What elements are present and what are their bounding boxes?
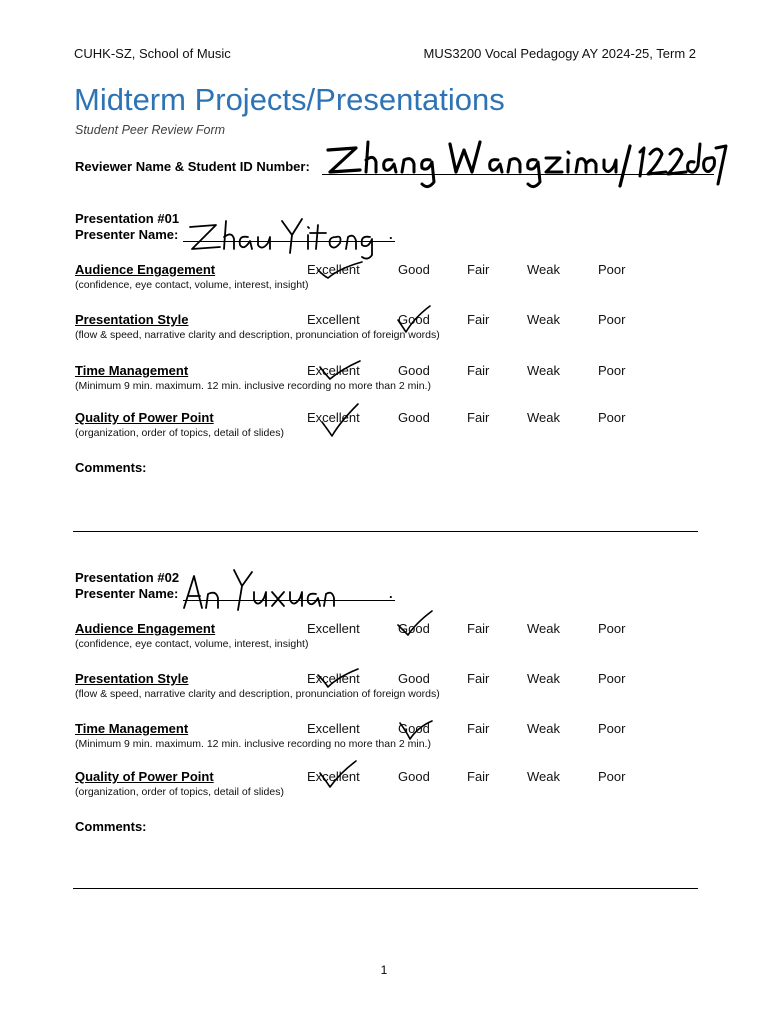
criterion-description: (confidence, eye contact, volume, interest, insight) [75,638,309,650]
criterion-title: Audience Engagement [75,621,216,636]
rating-weak[interactable]: Weak [527,410,560,425]
comments-label: Comments: [75,819,147,834]
rating-excellent[interactable]: Excellent [307,312,360,327]
presentation-number: Presentation #02 [75,570,180,585]
rating-fair[interactable]: Fair [467,262,490,277]
rating-weak[interactable]: Weak [527,363,560,378]
criterion-row [0,621,768,661]
section-separator [73,531,698,532]
rating-poor[interactable]: Poor [598,621,626,636]
presentation-section-01 [0,211,768,551]
rating-fair[interactable]: Fair [467,410,490,425]
checkmark-icon [394,304,434,338]
rating-excellent[interactable]: Excellent [307,721,360,736]
criterion-description: (organization, order of topics, detail of slides) [75,786,284,798]
rating-excellent[interactable]: Excellent [307,262,360,277]
presenter-name-label: Presenter Name: [75,586,179,601]
rating-excellent[interactable]: Excellent [307,769,360,784]
page-title: Midterm Projects/Presentations [74,82,505,117]
criterion-row [0,410,768,450]
presenter-handwriting [186,215,376,257]
criterion-title: Quality of Power Point [75,769,214,784]
rating-fair[interactable]: Fair [467,621,490,636]
rating-good[interactable]: Good [398,410,430,425]
rating-good[interactable]: Good [398,621,430,636]
presentation-section-02 [0,570,768,910]
presenter-line-dot: . [389,586,393,601]
criterion-row [0,363,768,403]
rating-fair[interactable]: Fair [467,363,490,378]
rating-fair[interactable]: Fair [467,312,490,327]
presenter-line-dot: . [389,227,393,242]
page-subtitle: Student Peer Review Form [75,123,226,137]
header-left: CUHK-SZ, School of Music [74,46,231,61]
checkmark-icon [396,717,436,745]
criterion-description: (Minimum 9 min. maximum. 12 min. inclusive recording no more than 2 min.) [75,738,431,750]
criterion-row [0,671,768,711]
criterion-row [0,721,768,761]
rating-weak[interactable]: Weak [527,312,560,327]
rating-fair[interactable]: Fair [467,769,490,784]
rating-weak[interactable]: Weak [527,721,560,736]
rating-good[interactable]: Good [398,769,430,784]
criterion-row [0,312,768,352]
criterion-title: Audience Engagement [75,262,216,277]
criterion-row [0,262,768,302]
rating-good[interactable]: Good [398,671,430,686]
rating-good[interactable]: Good [398,262,430,277]
criterion-description: (organization, order of topics, detail of slides) [75,427,284,439]
criterion-description: (flow & speed, narrative clarity and description, pronunciation of foreign words) [75,329,440,341]
rating-poor[interactable]: Poor [598,363,626,378]
comments-label: Comments: [75,460,147,475]
criterion-title: Time Management [75,363,189,378]
criterion-title: Quality of Power Point [75,410,214,425]
section-separator [73,888,698,889]
checkmark-icon [394,609,436,641]
criterion-title: Presentation Style [75,312,189,327]
criterion-row [0,769,768,809]
criterion-description: (flow & speed, narrative clarity and description, pronunciation of foreign words) [75,688,440,700]
page-number: 1 [380,963,388,977]
rating-poor[interactable]: Poor [598,769,626,784]
checkmark-icon [316,759,360,793]
rating-weak[interactable]: Weak [527,769,560,784]
rating-weak[interactable]: Weak [527,671,560,686]
rating-excellent[interactable]: Excellent [307,671,360,686]
reviewer-label: Reviewer Name & Student ID Number: [75,159,310,174]
rating-excellent[interactable]: Excellent [307,621,360,636]
rating-good[interactable]: Good [398,312,430,327]
checkmark-icon [318,402,362,440]
checkmark-icon [314,667,362,695]
rating-fair[interactable]: Fair [467,671,490,686]
rating-good[interactable]: Good [398,721,430,736]
rating-fair[interactable]: Fair [467,721,490,736]
rating-poor[interactable]: Poor [598,671,626,686]
checkmark-icon [314,258,366,284]
header-right: MUS3200 Vocal Pedagogy AY 2024-25, Term 2 [423,46,696,61]
checkmark-icon [316,357,364,385]
rating-poor[interactable]: Poor [598,410,626,425]
rating-good[interactable]: Good [398,363,430,378]
rating-weak[interactable]: Weak [527,262,560,277]
rating-excellent[interactable]: Excellent [307,410,360,425]
rating-excellent[interactable]: Excellent [307,363,360,378]
criterion-description: (Minimum 9 min. maximum. 12 min. inclusive recording no more than 2 min.) [75,380,431,392]
rating-poor[interactable]: Poor [598,721,626,736]
rating-weak[interactable]: Weak [527,621,560,636]
rating-poor[interactable]: Poor [598,262,626,277]
criterion-description: (confidence, eye contact, volume, interest, insight) [75,279,309,291]
presenter-handwriting [180,568,340,612]
rating-poor[interactable]: Poor [598,312,626,327]
reviewer-handwriting [322,136,732,194]
criterion-title: Presentation Style [75,671,189,686]
criterion-title: Time Management [75,721,189,736]
presenter-name-label: Presenter Name: [75,227,179,242]
presentation-number: Presentation #01 [75,211,180,226]
